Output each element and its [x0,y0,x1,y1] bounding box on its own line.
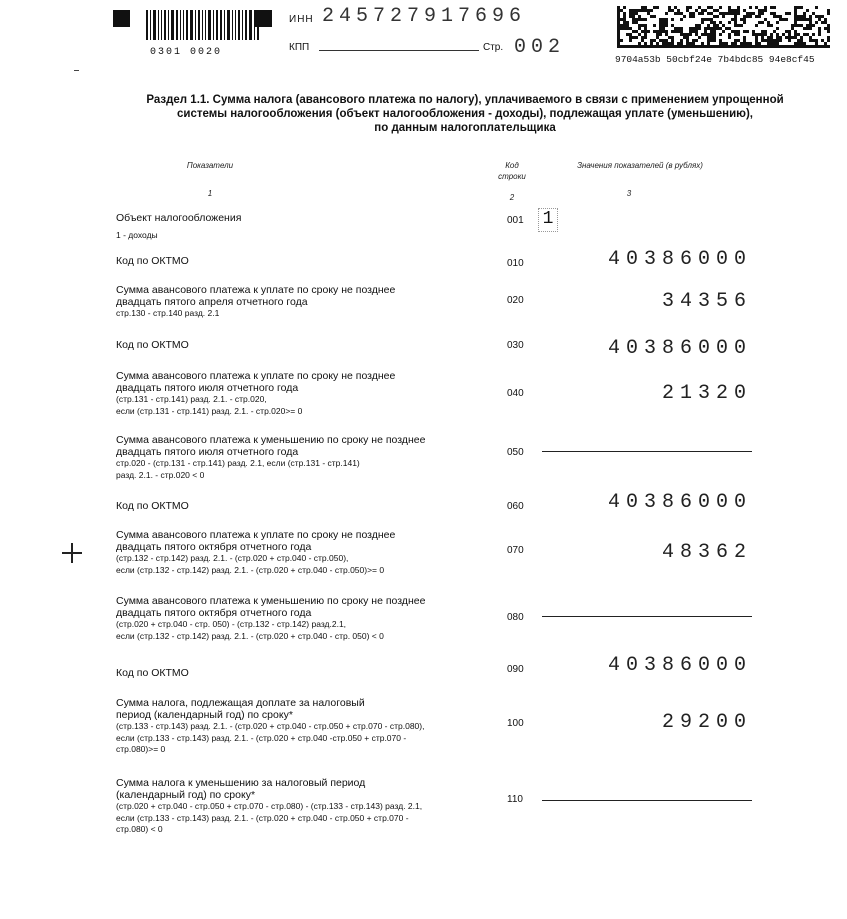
section-title-line3: по данным налогоплательщика [374,122,556,134]
row-020-title: Сумма авансового платежа к уплате по сроку не позднее [116,284,396,296]
page-label: Стр. [483,42,504,53]
row-110-empty-line [542,800,752,801]
row-090-title: Код по ОКТМО [116,667,189,679]
row-080-title: Сумма авансового платежа к уменьшению по сроку не позднее [116,595,426,607]
row-001-title: Объект налогообложения [116,212,242,224]
hash-text: 9704a53b 50cbf24e 7b4bdc85 94e8cf45 [615,54,815,65]
row-020-value: 34356 [661,290,752,313]
datamatrix-code [617,6,830,50]
row-100-title2: период (календарный год) по сроку* [116,708,293,721]
row-070-sub: (стр.132 - стр.142) разд. 2.1. - (стр.020 + стр.040 - стр.050), [116,553,349,563]
row-040-sub2: если (стр.131 - стр.141) разд. 2.1. - стр.020>= 0 [116,405,303,416]
row-100-label [116,698,486,756]
row-050-code: 050 [507,447,524,458]
row-100-sub: (стр.133 - стр.143) разд. 2.1. - (стр.020 + стр.040 - стр.050 + стр.070 - стр.080), [116,721,425,731]
column-code-header-line2: строки [498,172,526,181]
row-020-title2: двадцать пятого апреля отчетного года [116,295,308,308]
row-110-code: 110 [507,794,523,805]
row-080-code: 080 [507,612,524,623]
row-060-title: Код по ОКТМО [116,500,189,512]
margin-tick [74,70,79,71]
row-010-value: 40386000 [607,248,752,271]
row-100-title: Сумма налога, подлежащая доплате за налоговый [116,697,365,709]
row-110-title: Сумма налога к уменьшению за налоговый период [116,777,366,789]
row-040-sub: (стр.131 - стр.141) разд. 2.1. - стр.020, [116,394,267,404]
row-070-sub2: если (стр.132 - стр.142) разд. 2.1. - (стр.020 + стр.040 - стр.050)>= 0 [116,564,385,575]
row-010-label [116,256,486,268]
row-010-title: Код по ОКТМО [116,255,189,267]
page-value: 002 [514,36,566,59]
column-number-1: 1 [207,189,213,198]
row-001-sub: 1 - доходы [116,229,158,240]
row-050-label [116,435,486,481]
kpp-label: КПП [289,42,310,53]
row-001-label [116,213,486,241]
row-110-label [116,778,486,836]
row-040-label [116,371,486,417]
corner-marker-right [255,10,272,27]
column-code-header-line1: Код [505,161,519,170]
section-title-line1: Раздел 1.1. Сумма налога (авансового платежа по налогу), уплачиваемого в связи с применением упрощенной [146,94,784,106]
row-040-title2: двадцать пятого июля отчетного года [116,381,299,394]
inn-value: 245727917696 [322,5,527,28]
column-number-2: 2 [509,193,515,202]
row-060-value: 40386000 [607,491,752,514]
row-110-title2: (календарный год) по сроку* [116,788,256,801]
row-050-sub2: разд. 2.1. - стр.020 < 0 [116,469,205,480]
row-040-value: 21320 [661,382,752,405]
row-030-label [116,340,486,352]
row-100-sub3: стр.080)>= 0 [116,744,166,754]
row-060-code: 060 [507,501,524,512]
row-040-title: Сумма авансового платежа к уплате по сроку не позднее [116,370,396,382]
section-title-line2: системы налогообложения (объект налогообложения - доходы), подлежащая уплате (уменьшению), [176,108,753,120]
row-100-value: 29200 [661,711,752,734]
row-100-code: 100 [507,718,524,729]
row-090-code: 090 [507,664,524,675]
barcode [146,10,261,40]
row-050-sub: стр.020 - (стр.131 - стр.141) разд. 2.1, если (стр.131 - стр.141) [116,458,360,468]
row-080-sub: (стр.020 + стр.040 - стр. 050) - (стр.132 - стр.142) разд.2.1, [116,619,347,629]
corner-marker-left [113,10,130,27]
row-070-value: 48362 [661,541,752,564]
row-001-value: 1 [538,208,558,232]
row-090-label [116,668,486,680]
row-080-title2: двадцать пятого октября отчетного года [116,606,312,619]
row-050-empty-line [542,451,752,452]
row-020-sub: стр.130 - стр.140 разд. 2.1 [116,308,220,318]
row-110-sub3: стр.080) < 0 [116,824,163,834]
row-020-label [116,285,486,320]
row-060-label [116,501,486,513]
row-090-value: 40386000 [607,654,752,677]
barcode-number: 0301 0020 [150,47,223,58]
kpp-line [319,50,479,51]
column-number-3: 3 [626,189,632,198]
row-070-label [116,530,486,576]
row-080-sub2: если (стр.132 - стр.142) разд. 2.1. - (стр.020 + стр.040 - стр. 050) < 0 [116,630,384,641]
registration-cross-icon [62,543,82,563]
row-030-code: 030 [507,340,524,351]
column-values-header: Значения показателей (в рублях) [577,161,703,170]
row-040-code: 040 [507,388,524,399]
row-030-value: 40386000 [607,337,752,360]
column-indicators-header: Показатели [186,161,234,170]
row-070-code: 070 [507,545,524,556]
row-110-sub: (стр.020 + стр.040 - стр.050 + стр.070 - стр.080) - (стр.133 - стр.143) разд. 2.1, [116,801,423,811]
row-030-title: Код по ОКТМО [116,339,189,351]
row-050-title2: двадцать пятого июля отчетного года [116,445,299,458]
row-010-code: 010 [507,258,524,269]
row-020-code: 020 [507,295,524,306]
row-080-label [116,596,486,642]
inn-label: ИНН [289,14,314,25]
row-080-empty-line [542,616,752,617]
row-050-title: Сумма авансового платежа к уменьшению по сроку не позднее [116,434,426,446]
row-001-code: 001 [507,215,524,226]
row-070-title: Сумма авансового платежа к уплате по сроку не позднее [116,529,396,541]
row-070-title2: двадцать пятого октября отчетного года [116,540,312,553]
row-110-sub2: если (стр.133 - стр.143) разд. 2.1. - (стр.020 + стр.040 - стр.050 + стр.070 - [116,812,409,823]
row-100-sub2: если (стр.133 - стр.143) разд. 2.1. - (стр.020 + стр.040 -стр.050 + стр.070 - [116,732,407,743]
